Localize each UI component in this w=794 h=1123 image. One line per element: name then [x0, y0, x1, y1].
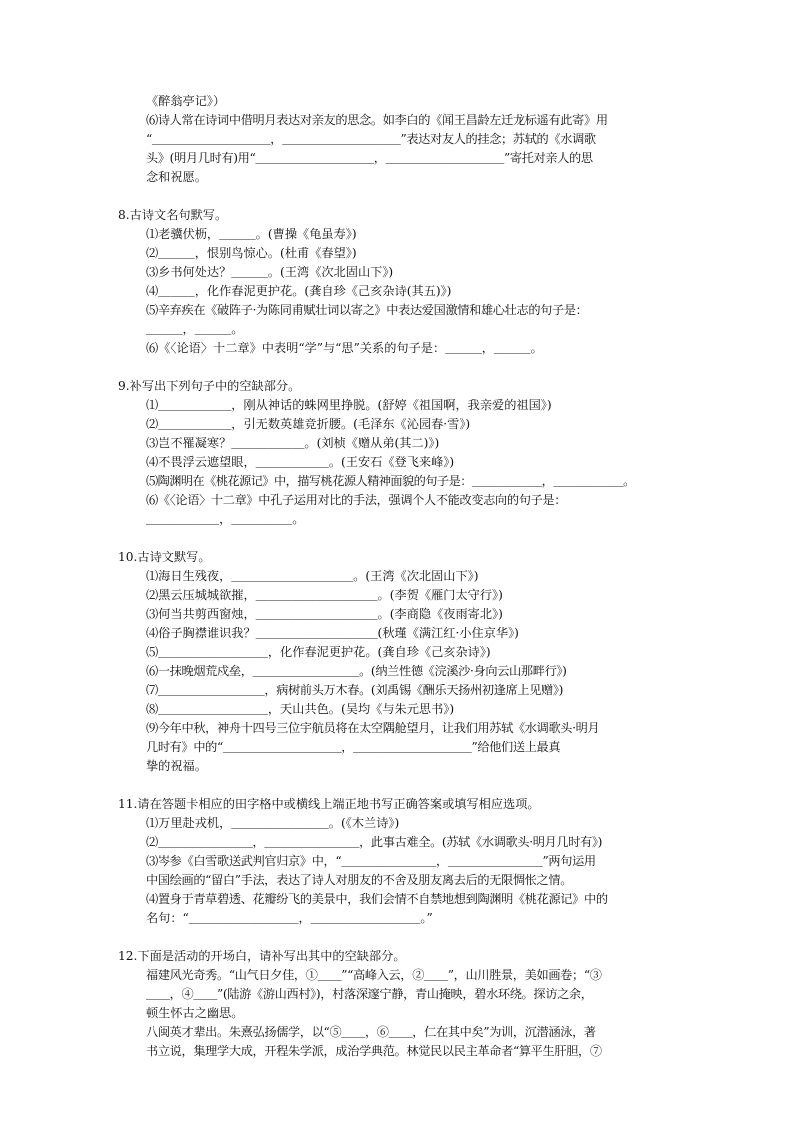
question-9-6: ⑹《〈论语〉十二章》中孔子运用对比的手法，强调个人不能改变志向的句子是：	[146, 493, 567, 507]
question-10-4: ⑷俗子胸襟谁识我？＿＿＿＿＿＿＿＿＿＿(秋瑾《满江红·小住京华》)	[146, 626, 519, 640]
question-9-2: ⑵＿＿＿＿＿＿，引无数英雄竞折腰。(毛泽东《沁园春·雪》)	[146, 417, 471, 431]
text-line: 顿生怀古之幽思。	[146, 1006, 244, 1020]
question-12-paragraph-2: 八闽英才辈出。朱熹弘扬儒学，以“⑤＿＿，⑥＿＿，仁在其中矣”为训，沉潜涵泳，著	[146, 1025, 596, 1039]
text-line: “＿＿＿＿＿＿＿＿＿＿，＿＿＿＿＿＿＿＿＿＿”表达对友人的挂念；苏轼的《水调歌	[146, 132, 596, 146]
question-10-1: ⑴海日生残夜，＿＿＿＿＿＿＿＿＿＿。(王湾《次北固山下》)	[146, 569, 479, 583]
text-line: ＿＿＿＿＿＿，＿＿＿＿＿。	[146, 512, 305, 526]
question-9-4: ⑷不畏浮云遮望眼，＿＿＿＿＿＿。(王安石《登飞来峰》)	[146, 455, 455, 469]
text-line: 念和祝愿。	[146, 170, 207, 184]
question-10-2: ⑵黑云压城城欲摧，＿＿＿＿＿＿＿＿＿＿。(李贺《雁门太守行》)	[146, 588, 503, 602]
text-line: 头》(明月几时有)用“＿＿＿＿＿＿＿＿＿＿，＿＿＿＿＿＿＿＿＿＿”寄托对亲人的思	[146, 151, 593, 165]
question-8-4: ⑷＿＿＿，化作春泥更护花。(龚自珍《己亥杂诗(其五)》)	[146, 284, 452, 298]
question-12-heading: 12.下面是活动的开场白，请补写出其中的空缺部分。	[118, 949, 406, 963]
question-9-heading: 9.补写出下列句子中的空缺部分。	[118, 379, 301, 393]
question-9-3: ⑶岂不罹凝寒？＿＿＿＿＿＿。(刘桢《赠从弟(其二)》)	[146, 436, 440, 450]
question-8-heading: 8.古诗文名句默写。	[118, 208, 228, 222]
question-10-6: ⑹一抹晚烟荒戍垒，＿＿＿＿＿＿＿＿＿。(纳兰性德《浣溪沙·身向云山那畔行》)	[146, 664, 567, 678]
question-10-5: ⑸＿＿＿＿＿＿＿＿＿，化作春泥更护花。(龚自珍《己亥杂诗》)	[146, 645, 491, 659]
text-line: ＿＿＿，＿＿＿。	[146, 322, 244, 336]
text-line: 书立说，集理学大成，开程朱学派，成治学典范。林觉民以民主革命者“算平生肝胆，⑦	[146, 1044, 602, 1058]
question-9-5: ⑸陶渊明在《桃花源记》中，描写桃花源人精神面貌的句子是：＿＿＿＿＿＿，＿＿＿＿＿＿。	[146, 474, 635, 488]
question-8-6: ⑹《〈论语〉十二章》中表明“学”与“思”关系的句子是：＿＿＿，＿＿＿。	[146, 341, 543, 355]
question-12-paragraph-1: 福建风光奇秀。“山气日夕佳，①＿＿”“高峰入云，②＿＿”，山川胜景，美如画卷；“③	[146, 968, 602, 982]
question-10-7: ⑺＿＿＿＿＿＿＿＿＿，病树前头万木春。(刘禹锡《酬乐天扬州初逢席上见赠》)	[146, 683, 564, 697]
question-10-8: ⑻＿＿＿＿＿＿＿＿＿，天山共色。(吴均《与朱元思书》)	[146, 702, 455, 716]
text-line: 挚的祝福。	[146, 759, 207, 773]
question-8-2: ⑵＿＿＿，恨别鸟惊心。(杜甫《春望》)	[146, 246, 357, 260]
question-10-heading: 10.古诗文默写。	[118, 550, 211, 564]
text-line: 几时有》中的“＿＿＿＿＿＿＿＿＿＿，＿＿＿＿＿＿＿＿＿＿”给他们送上最真	[146, 740, 561, 754]
question-8-3: ⑶乡书何处达？＿＿＿。(王湾《次北固山下》)	[146, 265, 394, 279]
question-11-2: ⑵＿＿＿＿＿＿＿＿，＿＿＿＿＿＿＿＿，此事古难全。(苏轼《水调歌头·明月几时有》)	[146, 835, 603, 849]
text-line: ＿＿，④＿＿”(陆游《游山西村》)，村落深邃宁静，青山掩映，碧水环绕。探访之余，	[146, 987, 593, 1001]
question-10-3: ⑶何当共剪西窗烛，＿＿＿＿＿＿＿＿＿＿。(李商隐《夜雨寄北》)	[146, 607, 503, 621]
question-11-1: ⑴万里赴戎机，＿＿＿＿＿＿＿＿。(《木兰诗》)	[146, 816, 400, 830]
question-11-4: ⑷置身于青草碧透、花瓣纷飞的美景中，我们会情不自禁地想到陶渊明《桃花源记》中的	[146, 892, 608, 906]
text-line: 中国绘画的“留白”手法，表达了诗人对朋友的不舍及朋友离去后的无限惆怅之情。	[146, 873, 573, 887]
question-11-heading: 11.请在答题卡相应的田字格中或横线上端正地书写正确答案或填写相应选项。	[118, 797, 540, 811]
text-line: 名句：“＿＿＿＿＿＿＿＿＿，＿＿＿＿＿＿＿＿＿。”	[146, 911, 433, 925]
text-line: 《醉翁亭记》）	[146, 94, 226, 108]
question-10-9: ⑼今年中秋，神舟十四号三位宇航员将在太空隅舱望月，让我们用苏轼《水调歌头·明月	[146, 721, 600, 735]
question-11-3: ⑶岑参《白雪歌送武判官归京》中，“＿＿＿＿＿＿＿＿，＿＿＿＿＿＿＿＿”两句运用	[146, 854, 596, 868]
question-8-5: ⑸辛弃疾在《破阵子·为陈同甫赋壮词以寄之》中表达爱国激情和雄心壮志的句子是：	[146, 303, 588, 317]
question-7-6: ⑹诗人常在诗词中借明月表达对亲友的思念。如李白的《闻王昌龄左迁龙标遥有此寄》用	[146, 113, 608, 127]
question-8-1: ⑴老骥伏枥，＿＿＿。(曹操《龟虽寿》)	[146, 227, 357, 241]
question-9-1: ⑴＿＿＿＿＿＿，刚从神话的蛛网里挣脱。(舒婷《祖国啊，我亲爱的祖国》)	[146, 398, 552, 412]
